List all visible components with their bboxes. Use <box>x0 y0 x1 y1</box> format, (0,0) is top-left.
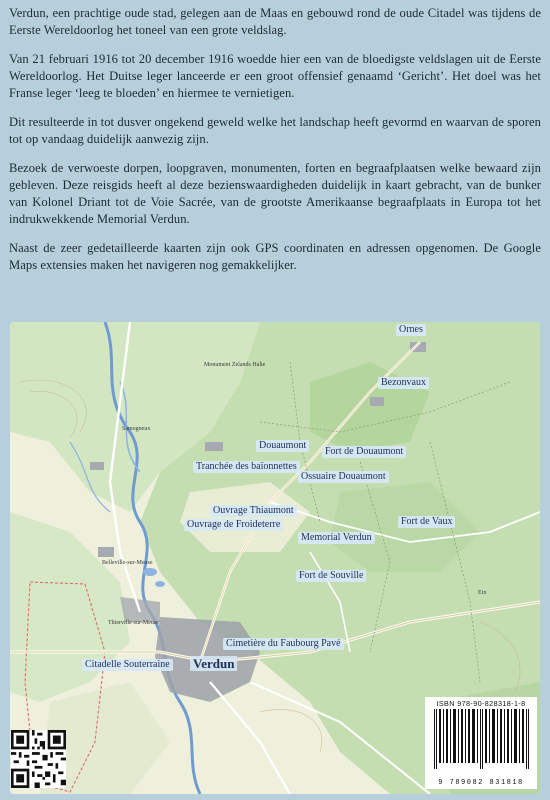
map-label-bezonvaux: Bezonvaux <box>378 377 429 389</box>
map-small-label-eix: Eix <box>478 590 487 596</box>
paragraph-gps: Naast de zeer gedetailleerde kaarten zijn ook GPS coordinaten en adressen opgenomen. De Google Maps extensies maken het navigeren nog gemakkelijker. <box>9 241 541 272</box>
map-label-ornes: Ornes <box>396 324 426 336</box>
barcode-icon <box>433 709 531 775</box>
map-label-tranchee: Tranchée des baïonnettes <box>193 461 300 473</box>
map-small-label-thierville: Thierville-sur-Meuse <box>108 620 159 626</box>
qr-pattern <box>11 730 66 788</box>
map-small-label-samogneux: Samogneux <box>122 426 151 432</box>
map-label-ossuaire: Ossuaire Douaumont <box>298 471 389 483</box>
paragraph-battle: Van 21 februari 1916 tot 20 december 1916 woedde hier een van de bloedigste veldslagen uit de Eerste Wereldoorlog. Het Duitse leger lanceerde er een groot offensief genaamd ‘Gericht’. Het doel was het Franse leger ‘leeg te bloeden’ en hiermee te vernietigen. <box>9 52 541 100</box>
isbn-digits: 9 789082 831818 <box>438 779 524 787</box>
map-label-fort-vaux: Fort de Vaux <box>398 516 455 528</box>
map-label-douaumont: Douaumont <box>256 440 309 452</box>
map-label-fort-souville: Fort de Souville <box>296 570 366 582</box>
map-small-label-belleville: Belleville-sur-Meuse <box>102 560 153 566</box>
paragraph-landscape: Dit resulteerde in tot dusver ongekend geweld welke het landschap heeft gevormd en waarvan de sporen tot op vandaag duidelijk aanwezig zijn. <box>9 115 541 146</box>
map-label-verdun: Verdun <box>190 656 237 671</box>
description-text <box>9 5 541 286</box>
map-label-froideterre: Ouvrage de Froideterre <box>184 519 283 531</box>
map-label-thiaumont: Ouvrage Thiaumont <box>210 505 297 517</box>
map-label-fort-douaumont: Fort de Douaumont <box>322 446 406 458</box>
isbn-text: ISBN 978-90-828318-1-8 <box>436 699 526 708</box>
qr-code-icon[interactable] <box>11 730 66 788</box>
map-label-memorial: Memorial Verdun <box>298 532 375 544</box>
map-label-citadelle: Citadelle Souterraine <box>82 659 173 671</box>
isbn-barcode <box>425 697 537 789</box>
paragraph-visit: Bezoek de verwoeste dorpen, loopgraven, monumenten, forten en begraafplaatsen welke bewaard zijn gebleven. Deze reisgids heeft al deze bezienswaardigheden duidelijk in kaart gebracht, van de bunker van Kolonel Driant tot de Voie Sacrée, van de grootste Amerikaanse begraafplaats in Europa tot het indrukwekkende Memorial Verdun. <box>9 161 541 226</box>
map-label-cimetiere: Cimetière du Faubourg Pavé <box>223 638 344 650</box>
map-small-label-zwaaikapelle: Monument Zelands Halte <box>204 362 266 368</box>
paragraph-intro: Verdun, een prachtige oude stad, gelegen aan de Maas en gebouwd rond de oude Citadel was tijdens de Eerste Wereldoorlog het toneel van een grote veldslag. <box>9 6 541 37</box>
